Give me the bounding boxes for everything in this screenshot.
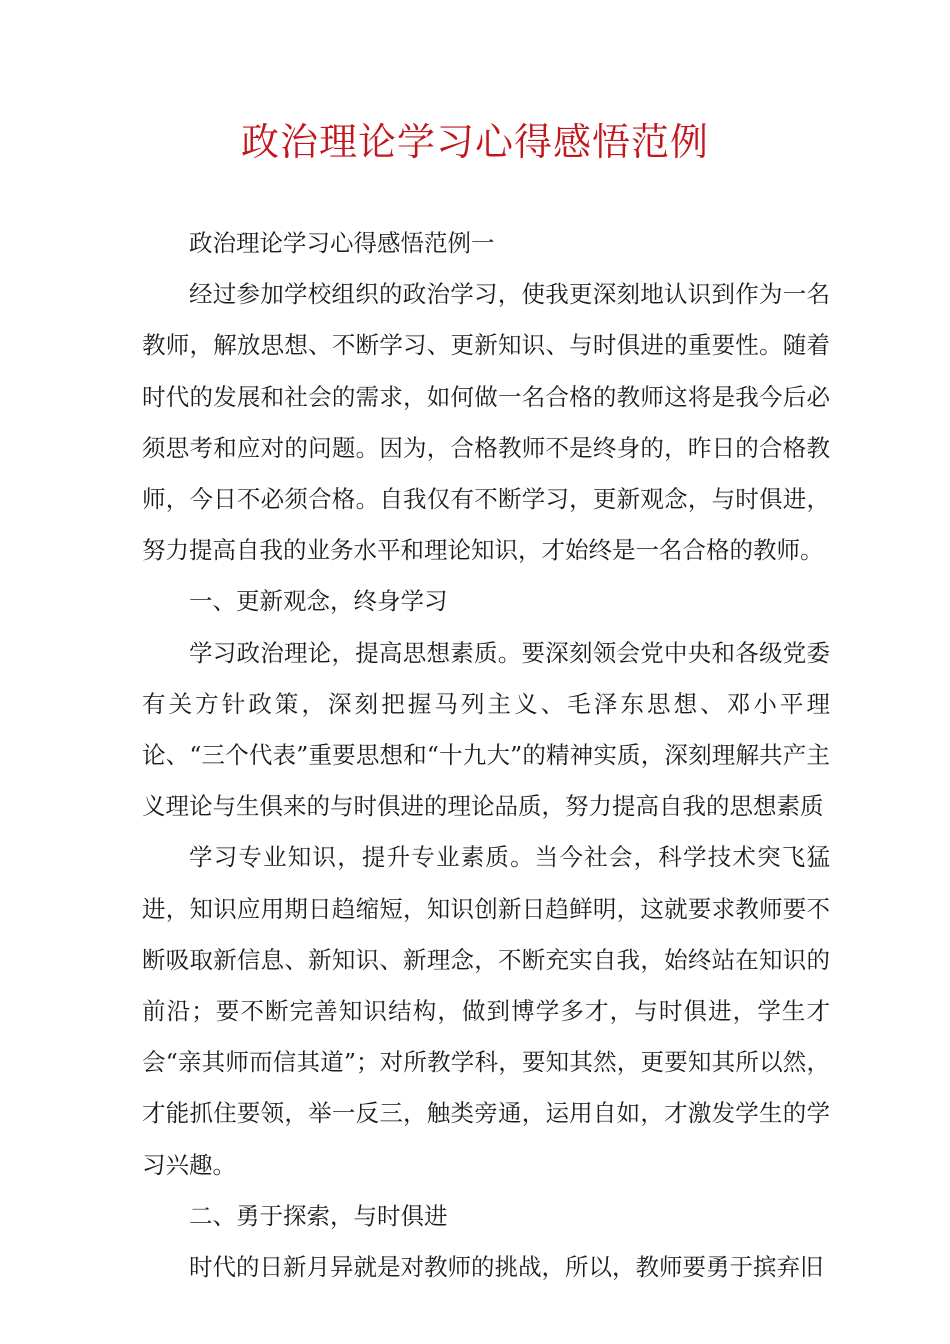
section-heading-1: 一、更新观念，终身学习 bbox=[189, 587, 448, 616]
section-heading-2: 二、勇于探索，与时俱进 bbox=[189, 1201, 448, 1230]
document-body bbox=[142, 218, 830, 1293]
document-title: 政治理论学习心得感悟范例 bbox=[240, 120, 709, 164]
paragraph-political-theory: 学习政治理论，提高思想素质。要深刻领会党中央和各级党委有关方针政策，深刻把握马列主义、毛泽东思想、邓小平理论、“三个代表”重要思想和“十九大”的精神实质，深刻理解共产主义理论与生俱来的与时俱进的理论品质，努力提高自我的思想素质 bbox=[142, 638, 830, 821]
paragraph-intro: 经过参加学校组织的政治学习，使我更深刻地认识到作为一名教师，解放思想、不断学习、更新知识、与时俱进的重要性。随着时代的发展和社会的需求，如何做一名合格的教师这将是我今后必须思考和应对的问题。因为，合格教师不是终身的，昨日的合格教师，今日不必须合格。自我仅有不断学习，更新观念，与时俱进，努力提高自我的业务水平和理论知识，才始终是一名合格的教师。 bbox=[142, 280, 830, 565]
section-subtitle: 政治理论学习心得感悟范例一 bbox=[189, 229, 495, 257]
paragraph-explore: 时代的日新月异就是对教师的挑战，所以，教师要勇于摈弃旧 bbox=[189, 1253, 824, 1282]
paragraph-professional-knowledge: 学习专业知识，提升专业素质。当今社会，科学技术突飞猛进，知识应用期日趋缩短，知识创新日趋鲜明，这就要求教师要不断吸取新信息、新知识、新理念，不断充实自我，始终站在知识的前沿；要不断完善知识结构，做到博学多才，与时俱进，学生才会“亲其师而信其道”；对所教学科，要知其然，更要知其所以然，才能抓住要领，举一反三，触类旁通，运用自如，才激发学生的学习兴趣。 bbox=[142, 843, 830, 1179]
